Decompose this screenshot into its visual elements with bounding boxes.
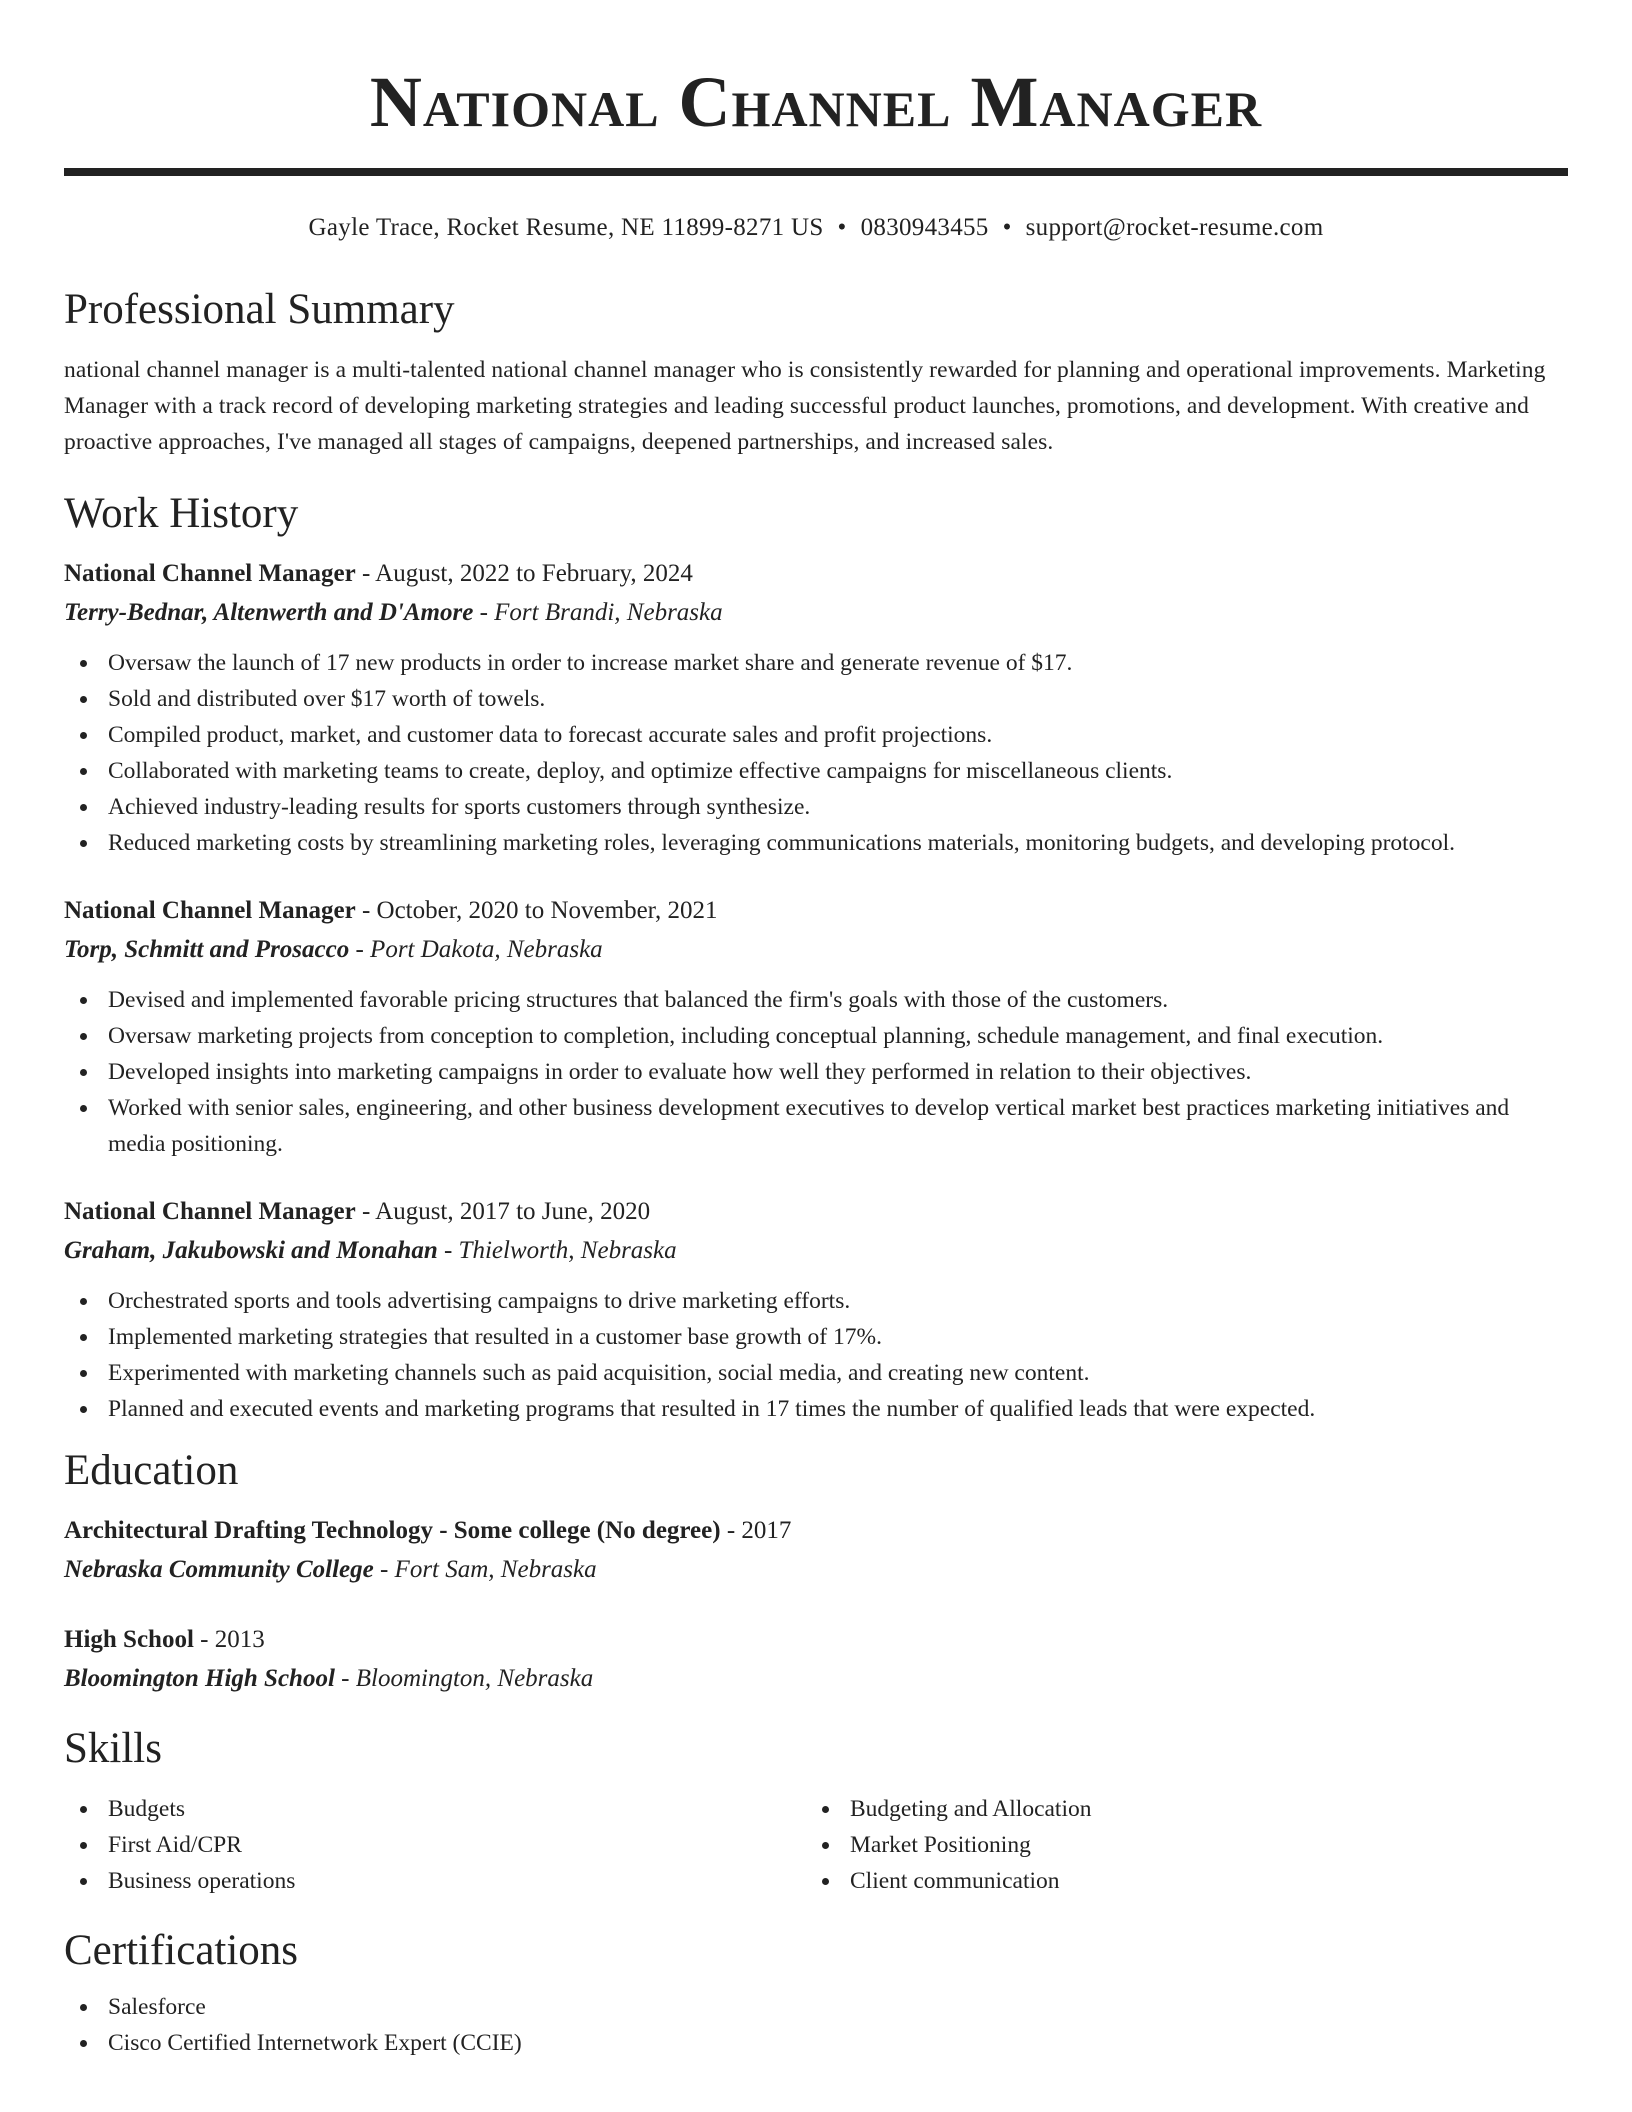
- skills-column-right: [806, 1791, 1548, 1899]
- skills-grid: [64, 1791, 1568, 1899]
- school-location: - Bloomington, Nebraska: [334, 1665, 594, 1692]
- certifications-list: [64, 1989, 1568, 2061]
- list-item: Devised and implemented favorable pricing structures that balanced the firm's goals with those of the customers.: [64, 982, 1568, 1018]
- skill-item: Client communication: [806, 1863, 1548, 1899]
- list-item: Achieved industry-leading results for sports customers through synthesize.: [64, 789, 1568, 825]
- job-title: National Channel Manager: [64, 1198, 356, 1225]
- company-name: Torp, Schmitt and Prosacco: [64, 936, 350, 963]
- job-entry: [64, 554, 1568, 861]
- certification-item: Salesforce: [64, 1989, 1568, 2025]
- company-name: Terry-Bednar, Altenwerth and D'Amore: [64, 599, 474, 626]
- list-item: Developed insights into marketing campaigns in order to evaluate how well they performed in relation to their objectives.: [64, 1054, 1568, 1090]
- degree-name: Architectural Drafting Technology - Some college (No degree): [64, 1517, 721, 1544]
- section-heading-work-history: Work History: [64, 490, 299, 537]
- list-item: Reduced marketing costs by streamlining marketing roles, leveraging communications materials, monitoring budgets, and developing protocol.: [64, 825, 1568, 861]
- job-dates: - August, 2022 to February, 2024: [355, 560, 693, 587]
- section-heading-education: Education: [64, 1447, 239, 1494]
- degree-name: High School: [64, 1626, 194, 1653]
- job-dates: - October, 2020 to November, 2021: [355, 897, 718, 924]
- contact-line: [64, 212, 1568, 244]
- company-line: [64, 930, 1568, 970]
- job-dates: - August, 2017 to June, 2020: [355, 1198, 651, 1225]
- job-bullets: [64, 645, 1568, 861]
- job-title: National Channel Manager: [64, 897, 356, 924]
- education-entry: [64, 1511, 1568, 1590]
- summary-text: national channel manager is a multi-talented national channel manager who is consistently rewarded for planning and operational improvements. Marketing Manager with a track record of developing marketing strategies and leading successful product launches, promotions, and development. With creative and proactive approaches, I've managed all stages of campaigns, deepened partnerships, and increased sales.: [64, 357, 1546, 455]
- company-location: - Fort Brandi, Nebraska: [473, 599, 723, 626]
- skill-item: Budgets: [64, 1791, 806, 1827]
- skill-item: Budgeting and Allocation: [806, 1791, 1548, 1827]
- title-double-rule: [64, 168, 1568, 176]
- certification-item: Cisco Certified Internetwork Expert (CCIE): [64, 2025, 1568, 2061]
- list-item: Planned and executed events and marketing programs that resulted in 17 times the number of qualified leads that were expected.: [64, 1391, 1568, 1427]
- job-bullets: [64, 1283, 1568, 1427]
- section-heading-summary: Professional Summary: [64, 286, 455, 333]
- skill-item: Market Positioning: [806, 1827, 1548, 1863]
- section-heading-skills: Skills: [64, 1725, 162, 1772]
- degree-line: [64, 1620, 1568, 1659]
- job-bullets: [64, 982, 1568, 1162]
- list-item: Collaborated with marketing teams to create, deploy, and optimize effective campaigns for miscellaneous clients.: [64, 753, 1568, 789]
- graduation-year: - 2017: [720, 1517, 792, 1544]
- company-line: [64, 1231, 1568, 1271]
- job-entry: [64, 891, 1568, 1162]
- list-item: Compiled product, market, and customer data to forecast accurate sales and profit projections.: [64, 717, 1568, 753]
- list-item: Orchestrated sports and tools advertising campaigns to drive marketing efforts.: [64, 1283, 1568, 1319]
- contact-separator: •: [1002, 214, 1012, 241]
- skill-item: Business operations: [64, 1863, 806, 1899]
- company-line: [64, 593, 1568, 633]
- graduation-year: - 2013: [193, 1626, 265, 1653]
- education-entry: [64, 1620, 1568, 1699]
- school-line: [64, 1659, 1568, 1699]
- job-title: National Channel Manager: [64, 560, 356, 587]
- list-item: Oversaw the launch of 17 new products in order to increase market share and generate revenue of $17.: [64, 645, 1568, 681]
- resume-title: National Channel Manager: [369, 62, 1263, 142]
- school-location: - Fort Sam, Nebraska: [373, 1556, 597, 1583]
- list-item: Oversaw marketing projects from conception to completion, including conceptual planning, schedule management, and final execution.: [64, 1018, 1568, 1054]
- degree-line: [64, 1511, 1568, 1550]
- company-location: - Thielworth, Nebraska: [437, 1237, 677, 1264]
- list-item: Implemented marketing strategies that resulted in a customer base growth of 17%.: [64, 1319, 1568, 1355]
- school-line: [64, 1550, 1568, 1590]
- skills-column-left: [64, 1791, 806, 1899]
- list-item: Sold and distributed over $17 worth of towels.: [64, 681, 1568, 717]
- job-title-line: [64, 554, 1568, 593]
- contact-email: support@rocket-resume.com: [1025, 214, 1324, 241]
- school-name: Nebraska Community College: [64, 1556, 374, 1583]
- job-title-line: [64, 891, 1568, 930]
- contact-address: Gayle Trace, Rocket Resume, NE 11899-8271 US: [308, 214, 824, 241]
- list-item: Worked with senior sales, engineering, and other business development executives to develop vertical market best practices marketing initiatives and media positioning.: [64, 1090, 1568, 1162]
- section-heading-certifications: Certifications: [64, 1927, 299, 1974]
- company-name: Graham, Jakubowski and Monahan: [64, 1237, 438, 1264]
- school-name: Bloomington High School: [64, 1665, 335, 1692]
- list-item: Experimented with marketing channels such as paid acquisition, social media, and creating new content.: [64, 1355, 1568, 1391]
- skill-item: First Aid/CPR: [64, 1827, 806, 1863]
- job-title-line: [64, 1192, 1568, 1231]
- company-location: - Port Dakota, Nebraska: [349, 936, 603, 963]
- contact-phone: 0830943455: [860, 214, 989, 241]
- contact-separator: •: [837, 214, 847, 241]
- job-entry: [64, 1192, 1568, 1427]
